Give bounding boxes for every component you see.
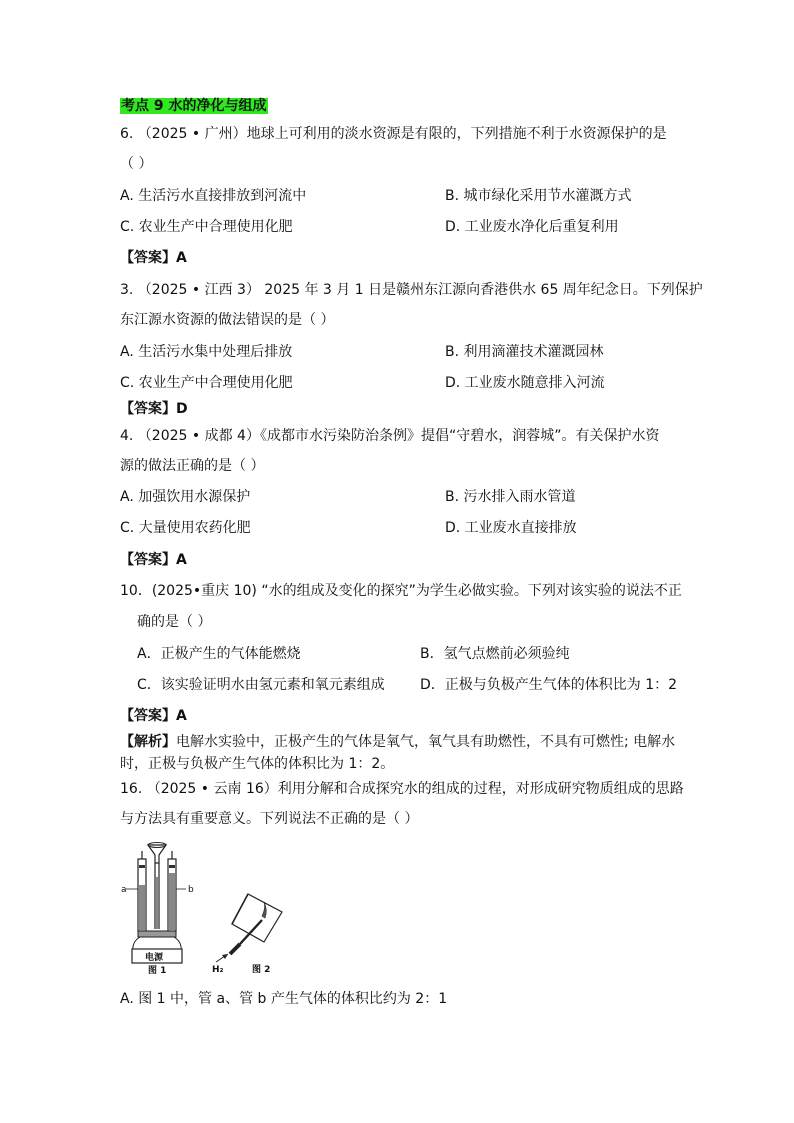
figure-2-caption: 图 2 [252, 965, 271, 975]
q4-stem-line1: 10．(2025•重庆 10) “水的组成及变化的探究”为学生必做实验。下列对该实验的说法不正 [120, 583, 682, 599]
q2-answer: 【答案】D [120, 401, 188, 417]
electrolysis-apparatus-figure [118, 837, 198, 977]
q2-option-a: A. 生活污水集中处理后排放 [120, 344, 293, 360]
q3-answer: 【答案】A [120, 552, 187, 568]
q3-option-b: B. 污水排入雨水管道 [445, 489, 576, 505]
q4-stem-line2: 确的是（ ） [137, 614, 212, 630]
q5-option-a: A. 图 1 中，管 a、管 b 产生气体的体积比约为 2：1 [120, 991, 448, 1007]
q4-answer: 【答案】A [120, 708, 187, 724]
q2-option-d: D. 工业废水随意排入河流 [445, 375, 605, 391]
q4-analysis-line1 [120, 733, 675, 751]
q1-option-a: A. 生活污水直接排放到河流中 [120, 188, 307, 204]
figure-1-caption: 图 1 [148, 966, 167, 976]
hydrogen-gas-label: H₂ [212, 965, 224, 975]
q1-option-b: B. 城市绿化采用节水灌溉方式 [445, 188, 632, 204]
q4-option-a: A．正极产生的气体能燃烧 [137, 646, 301, 662]
q1-stem-line1: 6. （2025 • 广州）地球上可利用的淡水资源是有限的，下列措施不利于水资源保护的是 [120, 126, 667, 142]
q3-option-c: C. 大量使用农药化肥 [120, 520, 251, 536]
q5-stem-line1: 16. （2025 • 云南 16）利用分解和合成探究水的组成的过程，对形成研究物质组成的思路 [120, 781, 684, 797]
q4-option-c: C．该实验证明水由氢元素和氧元素组成 [137, 677, 385, 693]
q2-stem-line2: 东江源水资源的做法错误的是（ ） [120, 312, 335, 328]
q3-stem-line2: 源的做法正确的是（ ） [120, 458, 265, 474]
q4-analysis-line2: 时，正极与负极产生气体的体积比为 1：2。 [120, 756, 395, 772]
q1-option-d: D. 工业废水净化后重复利用 [445, 219, 619, 235]
tube-a-label: a [121, 885, 127, 895]
power-supply-label: 电源 [145, 953, 164, 963]
q2-stem-line1: 3. （2025 • 江西 3） 2025 年 3 月 1 日是赣州东江源向香港供水 65 周年纪念日。下列保护 [120, 282, 703, 298]
hydrogen-combustion-figure [210, 890, 290, 976]
q4-option-b: B．氢气点燃前必须验纯 [420, 646, 570, 662]
section-heading [120, 97, 268, 115]
q3-option-a: A. 加强饮用水源保护 [120, 489, 251, 505]
q4-option-d: D．正极与负极产生气体的体积比为 1：2 [420, 677, 678, 693]
q1-option-c: C. 农业生产中合理使用化肥 [120, 219, 293, 235]
analysis-text-1: 电解水实验中，正极产生的气体是氧气，氧气具有助燃性，不具有可燃性; 电解水 [176, 734, 676, 750]
q3-stem-line1: 4. （2025 • 成都 4）《成都市水污染防治条例》提倡“守碧水，润蓉城”。有关保护水资 [120, 428, 660, 444]
q1-answer: 【答案】A [120, 250, 187, 266]
q2-option-c: C. 农业生产中合理使用化肥 [120, 375, 293, 391]
q1-stem-line2: （ ） [120, 156, 153, 172]
tube-b-label: b [188, 885, 194, 895]
analysis-label: 【解析】 [120, 734, 176, 750]
q3-option-d: D. 工业废水直接排放 [445, 520, 577, 536]
q5-stem-line2: 与方法具有重要意义。下列说法不正确的是（ ） [120, 811, 419, 827]
q2-option-b: B. 利用滴灌技术灌溉园林 [445, 344, 604, 360]
section-label: 考点 9 水的净化与组成 [121, 98, 267, 114]
